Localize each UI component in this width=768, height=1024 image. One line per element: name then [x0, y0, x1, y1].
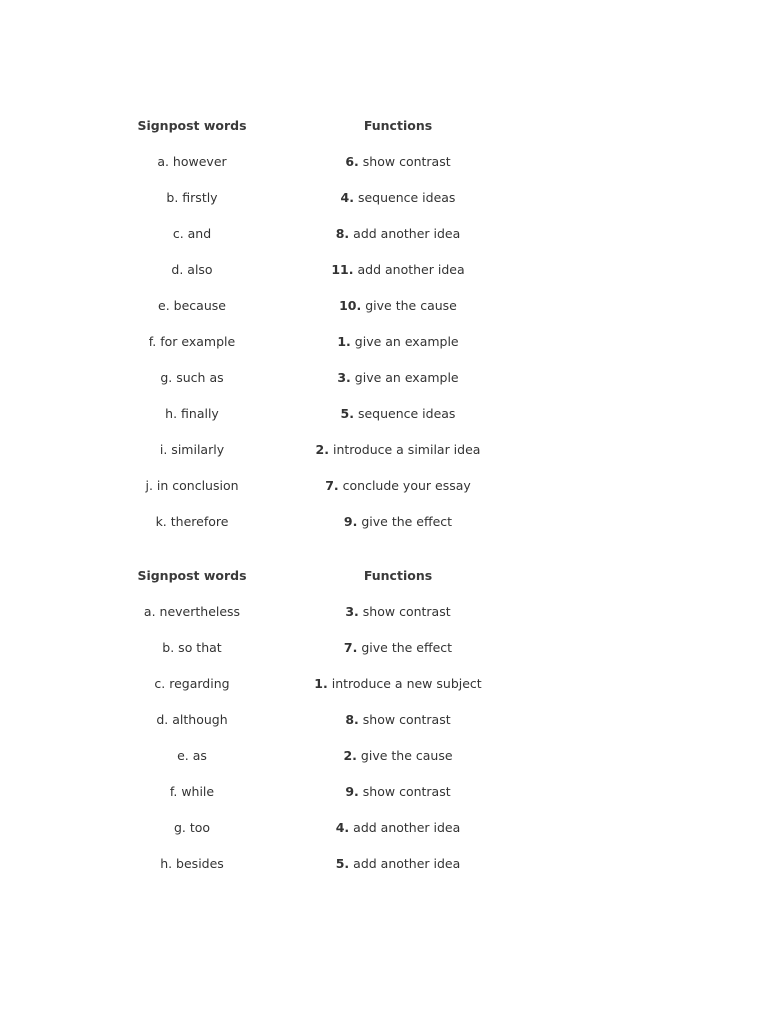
- table-row: [0, 405, 768, 441]
- table-row: [0, 747, 768, 783]
- signpost-word: g. too: [173, 820, 211, 835]
- function-text: show contrast: [362, 784, 451, 799]
- table-row: [0, 369, 768, 405]
- function-text: add another idea: [353, 226, 461, 241]
- table-row: [0, 153, 768, 189]
- signpost-word: g. such as: [160, 370, 224, 385]
- function-cell: [298, 711, 498, 729]
- function-text: show contrast: [362, 154, 451, 169]
- function-text: give an example: [354, 370, 459, 385]
- signpost-word: b. firstly: [166, 190, 218, 205]
- function-text: add another idea: [357, 262, 465, 277]
- function-cell: [298, 261, 498, 279]
- function-cell: [298, 855, 498, 873]
- signpost-word: f. for example: [148, 334, 236, 349]
- table-row: [0, 189, 768, 225]
- header-functions: Functions: [363, 568, 433, 583]
- function-number: 4.: [335, 820, 350, 835]
- table-row: [0, 513, 768, 549]
- function-number: 9.: [343, 514, 358, 529]
- signpost-word: c. and: [172, 226, 212, 241]
- table-row: [0, 441, 768, 477]
- function-cell: [298, 819, 498, 837]
- function-number: 9.: [345, 784, 359, 799]
- function-cell: [298, 225, 498, 243]
- function-number: 6.: [345, 154, 359, 169]
- table-row: [0, 477, 768, 513]
- function-text: give the effect: [361, 640, 453, 655]
- table-header: [0, 567, 768, 603]
- table-row: [0, 603, 768, 639]
- function-number: 5.: [335, 856, 350, 871]
- function-number: 2.: [315, 442, 329, 457]
- function-text: sequence ideas: [357, 406, 456, 421]
- function-cell: [298, 477, 498, 495]
- signpost-word: b. so that: [162, 640, 222, 655]
- function-cell: [298, 153, 498, 171]
- function-text: conclude your essay: [342, 478, 471, 493]
- function-number: 11.: [331, 262, 354, 277]
- signpost-word: h. besides: [160, 856, 224, 871]
- function-text: introduce a new subject: [331, 676, 482, 691]
- signpost-word: e. because: [158, 298, 226, 313]
- function-cell: [298, 441, 498, 459]
- table-row: [0, 297, 768, 333]
- table-row: [0, 333, 768, 369]
- header-functions: Functions: [363, 118, 433, 133]
- table-row: [0, 225, 768, 261]
- table-row: [0, 819, 768, 855]
- table-row: [0, 855, 768, 891]
- function-cell: [298, 513, 498, 531]
- signpost-word: i. similarly: [159, 442, 225, 457]
- signpost-word: a. nevertheless: [143, 604, 241, 619]
- signpost-word: a. however: [157, 154, 227, 169]
- function-text: introduce a similar idea: [332, 442, 481, 457]
- function-cell: [298, 675, 498, 693]
- function-text: sequence ideas: [357, 190, 456, 205]
- function-text: show contrast: [362, 712, 451, 727]
- signpost-word: d. also: [171, 262, 213, 277]
- signpost-word: e. as: [177, 748, 207, 763]
- table-header: [0, 117, 768, 153]
- function-cell: [298, 639, 498, 657]
- signpost-word: j. in conclusion: [145, 478, 239, 493]
- function-text: add another idea: [353, 856, 461, 871]
- function-number: 3.: [337, 370, 351, 385]
- function-number: 7.: [325, 478, 339, 493]
- function-number: 1.: [314, 676, 328, 691]
- function-number: 10.: [339, 298, 362, 313]
- table-row: [0, 783, 768, 819]
- signpost-table-2: [0, 567, 768, 891]
- function-cell: [298, 333, 498, 351]
- function-cell: [298, 603, 498, 621]
- header-signpost-words: Signpost words: [137, 118, 247, 133]
- signpost-word: c. regarding: [154, 676, 230, 691]
- function-number: 7.: [343, 640, 358, 655]
- header-signpost-words: Signpost words: [137, 568, 247, 583]
- function-number: 8.: [335, 226, 350, 241]
- function-cell: [298, 747, 498, 765]
- signpost-table-1: [0, 117, 768, 549]
- function-text: give the cause: [365, 298, 457, 313]
- table-row: [0, 711, 768, 747]
- function-number: 3.: [345, 604, 359, 619]
- function-text: give the effect: [361, 514, 453, 529]
- function-cell: [298, 189, 498, 207]
- function-cell: [298, 405, 498, 423]
- signpost-word: d. although: [156, 712, 228, 727]
- function-cell: [298, 369, 498, 387]
- table-row: [0, 675, 768, 711]
- signpost-word: k. therefore: [155, 514, 229, 529]
- function-text: show contrast: [362, 604, 451, 619]
- function-number: 2.: [343, 748, 357, 763]
- function-cell: [298, 297, 498, 315]
- function-number: 4.: [340, 190, 354, 205]
- function-number: 8.: [345, 712, 359, 727]
- table-row: [0, 639, 768, 675]
- function-cell: [298, 783, 498, 801]
- signpost-word: f. while: [169, 784, 215, 799]
- table-row: [0, 261, 768, 297]
- function-text: give an example: [354, 334, 459, 349]
- function-number: 1.: [337, 334, 351, 349]
- signpost-word: h. finally: [165, 406, 219, 421]
- function-number: 5.: [340, 406, 354, 421]
- function-text: add another idea: [353, 820, 461, 835]
- function-text: give the cause: [360, 748, 453, 763]
